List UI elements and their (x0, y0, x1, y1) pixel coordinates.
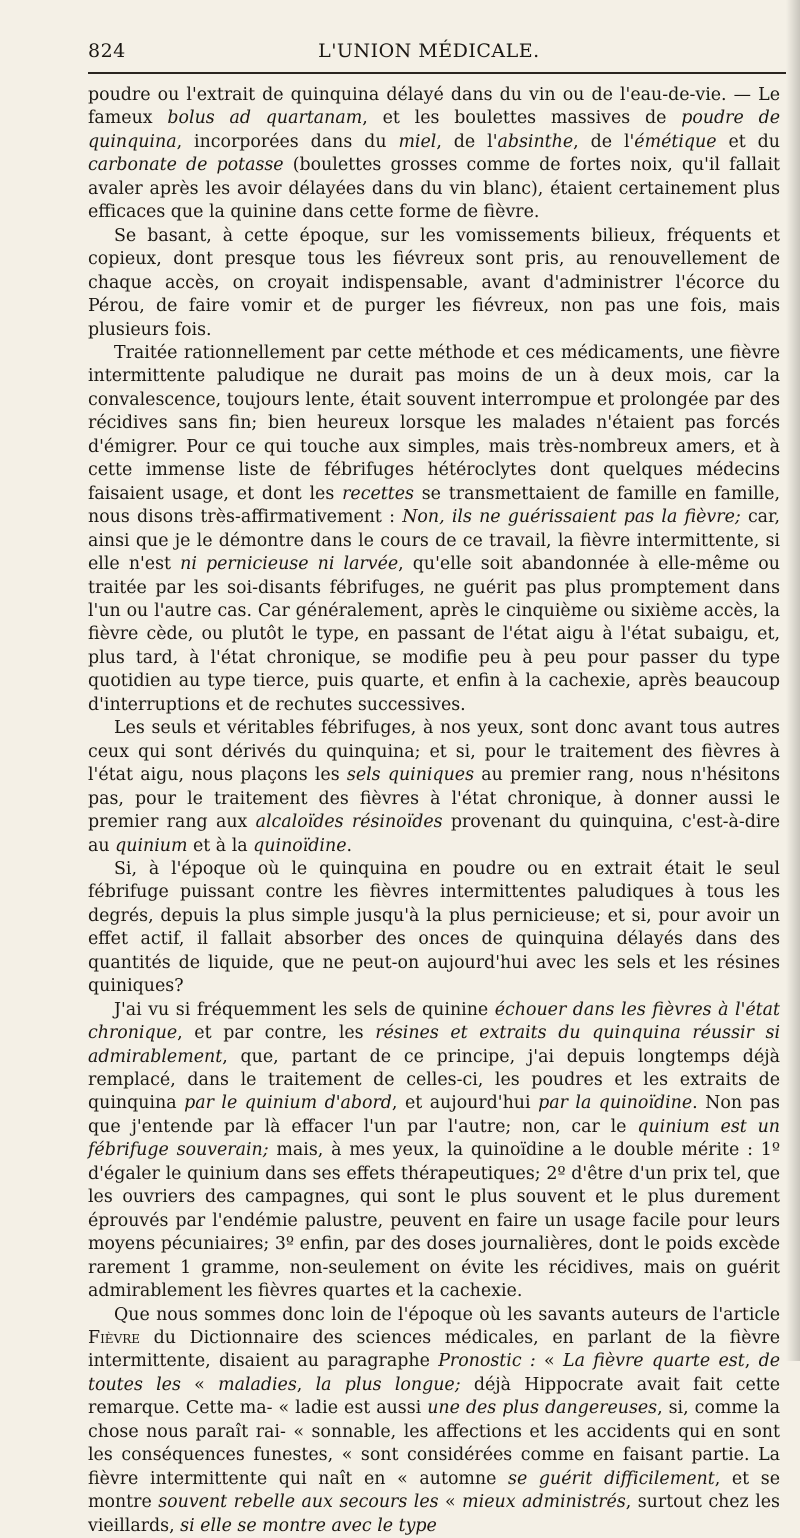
text-run: . (346, 835, 353, 856)
text-run: , incorporées dans du (176, 131, 399, 152)
text-run: (boulettes grosses comme de fortes noix, qu'il fallait avaler après les avoir délayées dans du vin blanc), étaient certainement plus efficaces que la quinine dans cette forme de fièvre. (88, 155, 781, 223)
text-run: se transmettaient de famille en famille, nous disons très-affirmativement : (88, 483, 781, 528)
text-run: du Dictionnaire des sciences médicales, en parlant de la fièvre intermittente, disaient au paragraphe (88, 1328, 780, 1372)
italic-phrase: carbonate de potasse (88, 155, 284, 176)
small-caps-term: Fièvre (88, 1328, 141, 1349)
page-number: 824 (88, 40, 126, 62)
text-run: , si, comme la chose nous paraît rai- « sonnable, les affections et les accidents qui en sont les conséquences funestes, « sont considérées comme en faisant partie. La fièvre intermittente qui naît en « automne (88, 1398, 781, 1489)
italic-phrase: souvent rebelle aux secours les (158, 1492, 439, 1513)
text-run: Se basant, à cette époque, sur les vomissements bilieux, fréquents et copieux, dont presque tous les fiévreux sont pris, au renouvellement de chaque accès, on croyait indispensable, avant d'administrer l'écorce du Pérou, de faire vomir et de purger les fiévreux, non pas une fois, mais plusieurs fois. (88, 225, 780, 340)
italic-phrase: résines et extraits du quinquina réussir si admirablement (88, 1023, 781, 1067)
text-run: Les seuls et véritables fébrifuges, à nos yeux, sont donc avant tous autres ceux qui sont dérivés du quinquina; et si, pour le traitement des fièvres à l'état aigu, nous plaçons les (88, 718, 780, 786)
italic-phrase: Pronostic : (438, 1351, 536, 1372)
header-rule (88, 72, 786, 74)
text-run: , (296, 1374, 316, 1395)
italic-phrase: maladies (218, 1374, 297, 1395)
paragraph (88, 717, 780, 858)
text-run: « (535, 1351, 564, 1372)
text-run: , et par contre, les (177, 1023, 376, 1044)
italic-phrase: sels quiniques (346, 765, 475, 786)
italic-phrase: La fièvre quarte est (563, 1351, 745, 1372)
text-run: provenant du quinquina, c'est-à-dire au (88, 812, 780, 856)
italic-phrase: ni pernicieuse ni larvée (180, 554, 399, 575)
italic-phrase: bolus ad quartanam (167, 108, 363, 129)
text-run: poudre ou l'extrait de quinquina délayé dans du vin ou de l'eau-de-vie. — Le fameux (88, 85, 780, 129)
text-run: Traitée rationnellement par cette méthode et ces médicaments, une fièvre intermittente paludique ne durait pas moins de un à deux mois, car la convalescence, toujours lente, était souvent interrompue et prolongée par des récidives sans fin; bien heureux lorsque les malades n'étaient pas forcés d'émigrer. Pour ce qui touche aux simples, mais très-nombreux amers, et à cette immense liste de fébrifuges hétéroclytes dont quelques médecins faisaient usage, et dont les (88, 342, 780, 504)
text-run: , que, partant de ce principe, j'ai depuis longtemps déjà remplacé, dans le traitement de celles-ci, les poudres et les extraits de quinquina (88, 1046, 780, 1114)
page-header (88, 36, 772, 66)
italic-phrase: échouer dans les fièvres à l'état chronique (88, 999, 780, 1044)
italic-phrase: Non, ils ne guérissaient pas la fièvre; (402, 507, 741, 528)
italic-phrase: par le quinium d'abord (184, 1093, 392, 1114)
paragraph (88, 342, 780, 717)
text-run: , et aujourd'hui (391, 1093, 539, 1114)
text-run: déjà Hippocrate avait fait cette remarque. Cette ma- « ladie est aussi (88, 1374, 780, 1419)
italic-phrase: quinium (115, 835, 188, 856)
text-run: , (744, 1351, 759, 1372)
italic-phrase: poudre de quinquina (88, 108, 781, 152)
text-run: « (438, 1492, 463, 1513)
text-run: , de l' (436, 131, 498, 152)
italic-phrase: une des plus dangereuses (427, 1398, 658, 1419)
italic-phrase: quinium est un fébrifuge souverain; (88, 1116, 780, 1161)
page-edge-shadow (786, 0, 800, 1361)
italic-phrase: se guérit difficilement (508, 1468, 715, 1489)
italic-phrase: la plus longue; (315, 1374, 461, 1395)
italic-phrase: absinthe (497, 131, 574, 152)
text-run: mais, à mes yeux, la quinoïdine a le double mérite : 1º d'égaler le quinium dans ses effets thérapeutiques; 2º d'être d'un prix tel, que les ouvriers des campagnes, qui sont le plus souvent et le plus durement éprouvés par l'endémie palustre, peuvent en faire un usage facile pour leurs moyens pécuniaires; 3º enfin, par des doses journalières, dont le poids excède rarement 1 gramme, non-seulement on évite les récidives, mais on guérit admirablement les fièvres quartes et la cachexie. (88, 1140, 780, 1302)
italic-phrase: de toutes les (88, 1351, 781, 1395)
text-run: et à la (187, 835, 254, 856)
text-run: « (180, 1374, 219, 1395)
text-run: Si, à l'époque où le quinquina en poudre ou en extrait était le seul fébrifuge puissant contre les fièvres intermittentes paludiques à tous les degrés, depuis la plus simple jusqu'à la plus pernicieuse; et si, pour avoir un effet actif, il fallait absorber des onces de quinquina délayés dans des quantités de liquide, que ne peut-on aujourd'hui avec les sels et les résines quiniques? (88, 858, 780, 997)
text-run: J'ai vu si fréquemment les sels de quinine (114, 999, 495, 1020)
text-run: , et se montre (88, 1468, 780, 1513)
italic-phrase: miel (398, 131, 437, 152)
italic-phrase: quinoïdine (253, 835, 347, 856)
paragraph (88, 1304, 780, 1538)
italic-phrase: si elle se montre avec le type (180, 1515, 437, 1536)
text-run: , qu'elle soit abandonnée à elle-même ou traitée par les soi-disants fébrifuges, ne guérit pas plus promptement dans l'un ou l'autre cas. Car généralement, après le cinquième ou sixième accès, la fièvre cède, ou plutôt le type, en passant de l'état aigu à l'état subaigu, et, plus tard, à l'état chronique, se modifie peu à peu pour passer du type quotidien au type tierce, puis quarte, et enfin à la cachexie, après beaucoup d'interruptions et de rechutes successives. (88, 554, 780, 715)
paragraph (88, 999, 780, 1304)
text-run: . Non pas que j'entende par là effacer l'un par l'autre; non, car le (88, 1093, 780, 1137)
italic-phrase: recettes (342, 483, 414, 504)
italic-phrase: par la quinoïdine (538, 1093, 693, 1114)
italic-phrase: mieux administrés (462, 1492, 626, 1513)
text-run: car, ainsi que je le démontre dans le cours de ce travail, la fièvre intermittente, si elle n'est (88, 507, 780, 575)
italic-phrase: alcaloïdes résinoïdes (255, 812, 443, 833)
text-run: , et les boulettes massives de (362, 108, 682, 129)
running-title: L'UNION MÉDICALE. (318, 40, 540, 62)
text-run: au premier rang, nous n'hésitons pas, pour le traitement des fièvres à l'état chronique, à donner aussi le premier rang aux (88, 765, 781, 833)
paragraph (88, 858, 780, 999)
text-run: et du (716, 131, 780, 152)
article-body (88, 84, 780, 1538)
paragraph (88, 225, 780, 342)
text-run: , de l' (573, 131, 635, 152)
text-run: Que nous sommes donc loin de l'époque où les savants auteurs de l'article (114, 1304, 780, 1325)
paragraph (88, 84, 780, 225)
italic-phrase: émétique (634, 131, 717, 152)
text-run: , surtout chez les vieillards, (88, 1492, 780, 1536)
